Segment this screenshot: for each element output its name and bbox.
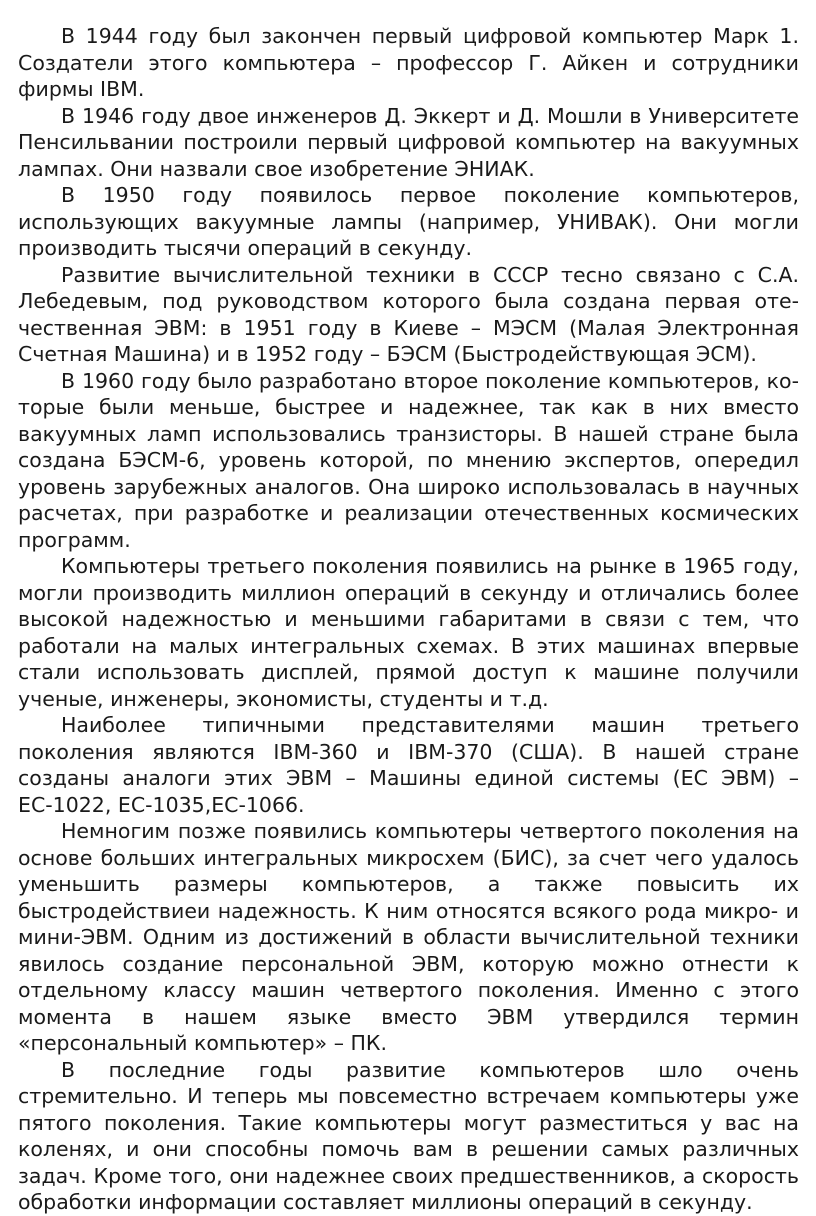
document-body (18, 23, 799, 1216)
paragraph-first-generation: В 1950 году появилось первое поколение компьютеров, использующих вакуумные лампы (например, УНИВАК). Они могли производить тысячи операций в секунду. (18, 183, 799, 260)
paragraph-ussr-lebedev: Развитие вычислительной техники в СССР тесно связано с С.А. Лебедевым, под руководством которого была создана первая отечественная ЭВМ: в 1951 году в Киеве – МЭСМ (Малая Электронная Счетная Машина) и в 1952 году – БЭСМ (Быстродействующая ЭСМ). (18, 262, 799, 366)
paragraph-third-generation-examples: Наиболее типичными представителями машин третьего поколения являются IBM-360 и IBM-370 (США). В нашей стране созданы аналоги этих ЭВМ – Машины единой системы (ЕС ЭВМ) – ЕС-1022, ЕС-1035,ЕС-1066. (18, 713, 799, 817)
paragraph-fourth-generation: Немногим позже появились компьютеры четвертого поколения на основе больших интегральных микросхем (БИС), за счет чего удалось уменьшить размеры компьютеров, а также повысить их быстродействиеи надежность. К ним относятся всякого рода микро- и мини-ЭВМ. Одним из достижений в области вычислительной техники явилось создание персональной ЭВМ, которую можно отнести к отдельному классу машин четвертого поколения. Именно с этого момента в нашем языке вместо ЭВМ утвердился термин «персональный компьютер» – ПК. (18, 819, 799, 1055)
paragraph-eniac: В 1946 году двое инженеров Д. Эккерт и Д. Мошли в Университете Пенсильвании построили первый цифровой компьютер на вакуумных лампах. Они назвали свое изобретение ЭНИАК. (18, 103, 799, 181)
paragraph-second-generation: В 1960 году было разработано второе поколение компьютеров, которые были меньше, быстрее и надежнее, так как в них вместо вакуумных ламп использовались транзисторы. В нашей стране была создана БЭСМ-6, уровень которой, по мнению экспертов, опередил уровень зарубежных аналогов. Она широко использовалась в научных расчетах, при разработке и реализации отечественных космических программ. (18, 368, 799, 552)
paragraph-third-generation: Компьютеры третьего поколения появились на рынке в 1965 году, могли производить миллион операций в секунду и отличались более высокой надежностью и меньшими габаритами в связи с тем, что работали на малых интегральных схемах. В этих машинах впервые стали использовать дисплей, прямой доступ к машине получили ученые, инженеры, экономисты, студенты и т.д. (18, 554, 799, 711)
paragraph-fifth-generation: В последние годы развитие компьютеров шло очень стремительно. И теперь мы повсеместно встречаем компьютеры уже пятого поколения. Такие компьютеры могут разместиться у вас на коленях, и они способны помочь вам в решении самых различных задач. Кроме того, они надежнее своих предшественников, а скорость обработки информации составляет миллионы операций в секунду. (18, 1057, 799, 1214)
paragraph-mark1: В 1944 году был закончен первый цифровой компьютер Марк 1. Создатели этого компьютера – профессор Г. Айкен и сотрудники фирмы IBM. (18, 24, 799, 101)
